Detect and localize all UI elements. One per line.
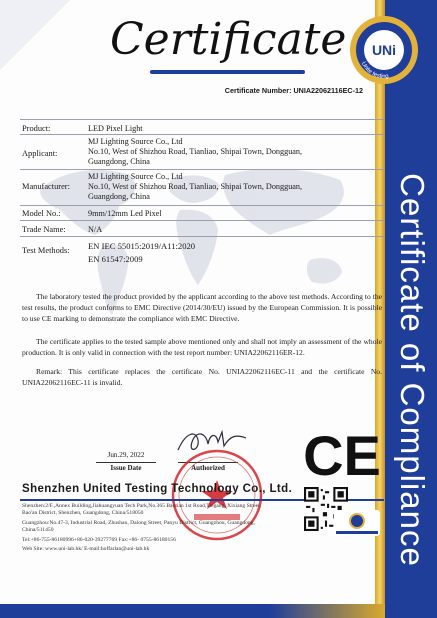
- manufacturer-name: MJ Lighting Source Co., Ltd: [88, 172, 183, 181]
- manufacturer-value: [88, 172, 302, 202]
- issue-date-label: Issue Date: [96, 462, 156, 472]
- side-title: Certificate of Compliance: [394, 173, 431, 567]
- trade-name-label: Trade Name:: [22, 225, 66, 234]
- unite-testing-badge: [348, 14, 420, 86]
- product-label: Product:: [22, 124, 51, 133]
- website-line: Web Site: www.uni-lab.hk/ E-mail:hoffarlan@uni-lab.hk: [22, 546, 150, 552]
- badge-logo: UNi: [371, 42, 397, 58]
- address-line: Shenzhen:2/F.,Annex Building,Jiahuangyuan Tech Park,No.365 Baotian 1st Road,Tiegang, Xixiang Street,: [22, 503, 262, 509]
- applicant-name: MJ Lighting Source Co., Ltd: [88, 137, 183, 146]
- test-method-1: EN IEC 55015:2019/A11:2020: [88, 241, 196, 251]
- model-value: 9mm/12mm Led Pixel: [88, 209, 162, 218]
- validity-paragraph: The certificate applies to the tested sample above mentioned only and shall not imply an assessment of the whole production. It is only valid in connection with the test report number: UNIA22062116ER-12.: [22, 337, 382, 357]
- address-line: Guangzhou:No.47-3, Industrial Road, Zhushan, Dalong Street, Panyu District, Guangzhou, Guangdong,: [22, 520, 255, 526]
- divider: [20, 119, 384, 120]
- divider: [20, 205, 384, 206]
- applicant-address-2: Guangdong, China: [88, 157, 150, 166]
- remark-paragraph: Remark: This certificate replaces the certificate No. UNIA22062116EC-11 and the certificate No. UNIA22062116EC-11 is invalid.: [22, 367, 382, 387]
- statement-paragraph: The laboratory tested the product provided by the applicant according to the above test methods. According to the test results, the product conforms to EMC Directive (2014/30/EU) issued by the European Commission. It is possible to use CE marking to demonstrate the compliance with EMC Directive.: [22, 292, 382, 323]
- applicant-address: No.10, West of Shizhou Road, Tianliao, Shipai Town, Dongguan,: [88, 147, 303, 156]
- company-name: Shenzhen United Testing Technology Co., Ltd.: [22, 483, 293, 495]
- manufacturer-address-2: Guangdong, China: [88, 192, 150, 201]
- manufacturer-label: Manufacturer:: [22, 182, 70, 191]
- certificate-number: Certificate Number: UNIA22062116EC-12: [224, 86, 363, 95]
- divider: [20, 134, 384, 135]
- ce-mark: [302, 425, 382, 483]
- divider: [20, 236, 384, 237]
- ce-mark-text: CE: [303, 425, 381, 483]
- corner-decoration: [0, 0, 70, 70]
- title-underline: [150, 70, 305, 74]
- applicant-label: Applicant:: [22, 149, 58, 158]
- badge-text: Unite testing: [359, 61, 390, 81]
- phone-line: Tel:+86-755-86180996+86-020-39277769 Fax:+86- 0755-86180156: [22, 537, 176, 543]
- test-methods-label: Test Methods:: [22, 246, 70, 255]
- divider: [20, 220, 384, 221]
- certificate-title: Certificate: [110, 14, 347, 65]
- model-label: Model No.:: [22, 209, 61, 218]
- bottom-strip: [0, 604, 385, 618]
- applicant-value: [88, 137, 302, 167]
- footer-logo: [334, 510, 380, 536]
- issue-date: Jun.29, 2022: [107, 451, 145, 459]
- trade-name-value: N/A: [88, 225, 103, 234]
- product-value: LED Pixel Light: [88, 124, 143, 133]
- address-line: China/511450: [22, 527, 54, 533]
- manufacturer-address: No.10, West of Shizhou Road, Tianliao, Shipai Town, Dongguan,: [88, 182, 303, 191]
- address-line: Bao'an District, Shenzhen, Guangdong, China/518050: [22, 510, 144, 516]
- test-method-2: EN 61547:2009: [88, 254, 143, 264]
- divider: [20, 169, 384, 170]
- test-methods-value: [88, 240, 195, 266]
- authorized-label: Authorized: [178, 462, 238, 472]
